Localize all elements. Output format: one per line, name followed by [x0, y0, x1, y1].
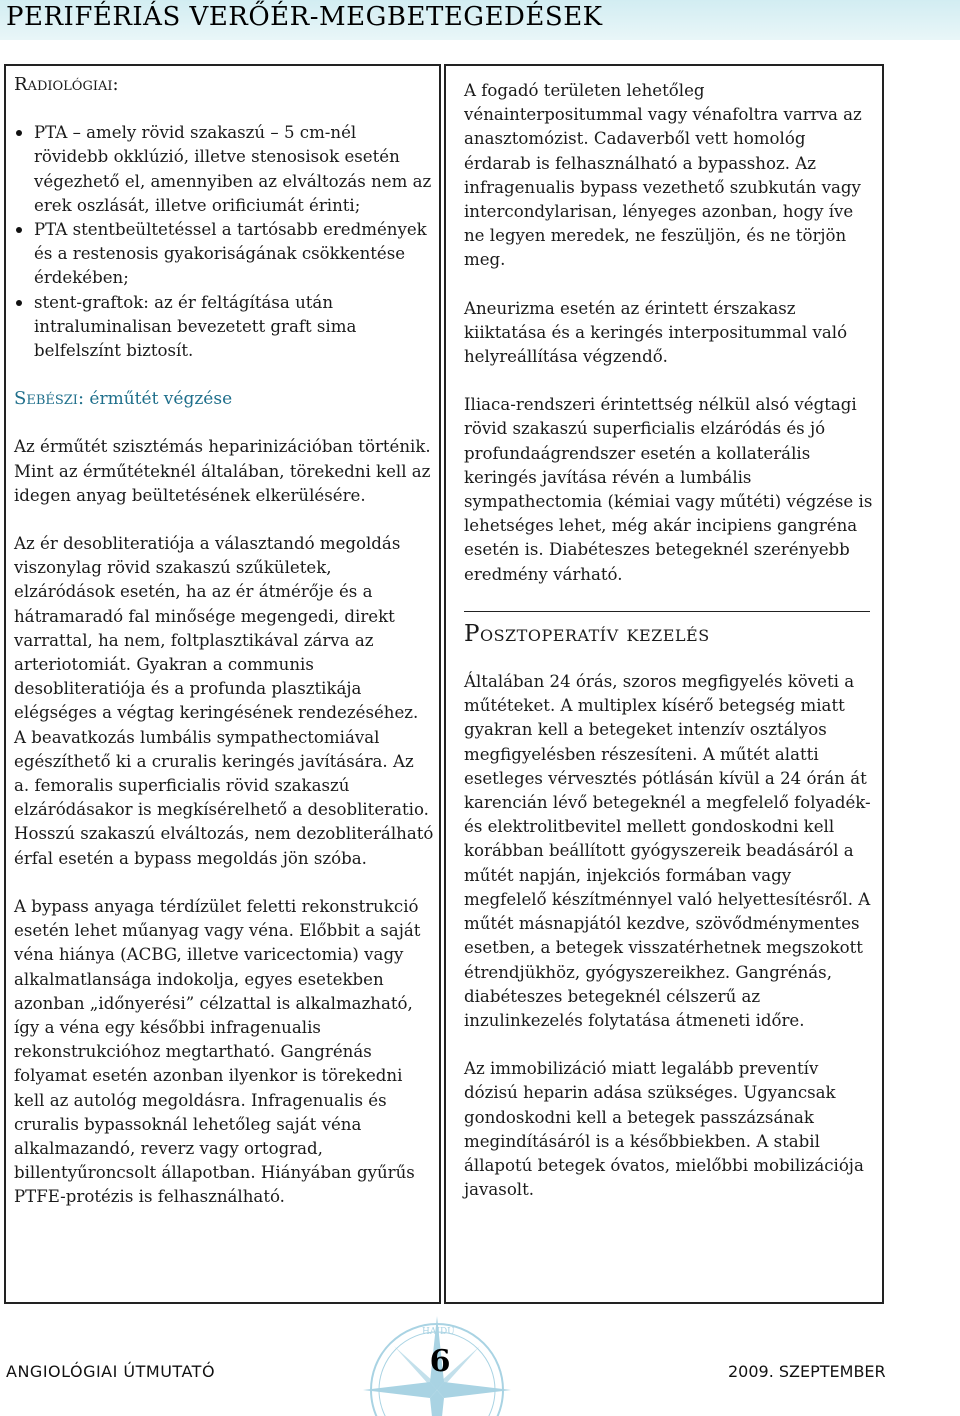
paragraph: Az ér desobliteratiója a választandó megoldás viszonylag rövid szakaszú szűkületek, elzáródások esetén, ha az ér átmérője és a hátramaradó fal minősége megengedi, direkt varrattal, ha nem, foltplasztikával zárva az arteriotomiát. Gyakran a communis desobliteratiója és a profunda plasztikája elégséges a végtag keringésének rendezéséhez. A beavatkozás lumbális sympathectomiával egészíthető ki a cruralis keringés javítására. Az a. femoralis superficialis rövid szakaszú elzáródásakor is megkísérelhető a desobliteratio. Hosszú szakaszú elváltozás, nem dezobliterálható érfal esetén a bypass megoldás jön szóba.: [14, 534, 434, 868]
sebeszi-subtitle: érműtét végzése: [89, 389, 233, 410]
radiologiai-heading: [14, 73, 434, 97]
paragraph: A bypass anyaga térdízület feletti rekonstrukció esetén lehet műanyag vagy véna. Előbbit a saját véna hiánya (ACBG, illetve varicectomia) vagy alkalmatlansága indokolja, egyes esetekben azonban „időnyerési” célzattal is alkalmazható, így a véna egy későbbi infragenualis rekonstrukcióhoz megtartható. Gangrénás folyamat esetén azonban ilyenkor is törekedni kell az autológ megoldásra. Infragenualis és cruralis bypassoknál lehetőleg saját véna alkalmazandó, reverz vagy ortograd, billentyűroncsolt állapotban. Hiányában gyűrűs PTFE-protézis is felhasználható.: [14, 896, 421, 1207]
paragraph: Általában 24 órás, szoros megfigyelés követi a műtéteket. A multiplex kísérő betegség miatt gyakran kell a betegeket intenzív osztályos megfigyelésben részesíteni. A műtét alatti esetleges vérvesztés pótlásán kívül a 24 órán át karencián lévő betegeknél a megfelelő folyadék- és elektrolitbevitel mellett gondoskodni kell korábban beállított gyógyszereik beadásáról a műtét napján, injekciós formában vagy megfelelő készítménnyel való helyettesítésről. A műtét másnapjától kezdve, szövődménymentes esetben, a betegek visszatérhetnek megszokott étrendjükhöz, gyógyszereikhez. Gangrénás, diabéteszes betegeknél célszerű az inzulinkezelés folytatása átmeneti időre.: [464, 672, 871, 1030]
list-item: stent-graftok: az ér feltágítása után intraluminalisan bevezetett graft sima belfelszínt biztosít.: [14, 291, 434, 364]
section-divider: [464, 611, 870, 612]
left-column: [14, 73, 434, 1234]
footer-publication-title: ANGIOLÓGIAI ÚTMUTATÓ: [6, 1362, 216, 1381]
paragraph: Aneurizma esetén az érintett érszakasz kiiktatása és a keringés interpositummal való helyreállítása végzendő.: [464, 298, 848, 367]
paragraph: Az immobilizáció miatt legalább preventív dózisú heparin adása szükséges. Ugyancsak gondoskodni kell a betegek passzázsának megindításáról is a későbbiekben. A stabil állapotú betegek óvatos, mielőbbi mobilizációja javasolt.: [464, 1059, 864, 1200]
list-item: PTA – amely rövid szakaszú – 5 cm-nél rövidebb okklúzió, illetve stenosisok esetén végezhető el, amennyiben az elváltozás nem az erek oszlását, illetve orificiumát érinti;: [14, 121, 434, 218]
footer-date: 2009. SZEPTEMBER: [728, 1362, 886, 1381]
page-number: 6: [429, 1344, 451, 1379]
page-title: PERIFÉRIÁS VERŐÉR-MEGBETEGEDÉSEK: [6, 2, 603, 32]
radiologiai-list: [14, 121, 434, 363]
sebeszi-heading: [14, 387, 434, 411]
sebeszi-label: Sebészi:: [14, 388, 85, 410]
paragraph: Iliaca-rendszeri érintettség nélkül alsó végtagi rövid szakaszú superficialis elzáródás és jó profundaágrendszer esetén a kollaterális keringés javítása révén a lumbális sympathectomia (kémiai vagy műtéti) végzése is lehetséges lehet, még akár incipiens gangréna esetén is. Diabéteszes betegeknél szerényebb eredmény várható.: [464, 395, 873, 584]
list-item: PTA stentbeültetéssel a tartósabb eredmények és a restenosis gyakoriságának csökkentése érdekében;: [14, 218, 434, 291]
paragraph: A fogadó területen lehetőleg vénainterpositummal vagy vénafoltra varrva az anasztomózist. Cadaverből vett homológ érdarab is felhasználható a bypasshoz. Az infragenualis bypass vezethető szubkután vagy intercondylarisan, lényeges azonban, hogy íve ne legyen meredek, ne feszüljön, és ne törjön meg.: [464, 81, 862, 270]
paragraph: Az érműtét szisztémás heparinizációban történik. Mint az érműtéteknél általában, törekedni kell az idegen anyag beültetésének elkerülésére.: [14, 437, 431, 505]
postop-heading: Posztoperatív kezelés: [464, 620, 710, 647]
right-column: [464, 79, 876, 1226]
radiologiai-label: Radiológiai:: [14, 74, 119, 95]
svg-text:HAJDÚ: HAJDÚ: [422, 1327, 455, 1337]
